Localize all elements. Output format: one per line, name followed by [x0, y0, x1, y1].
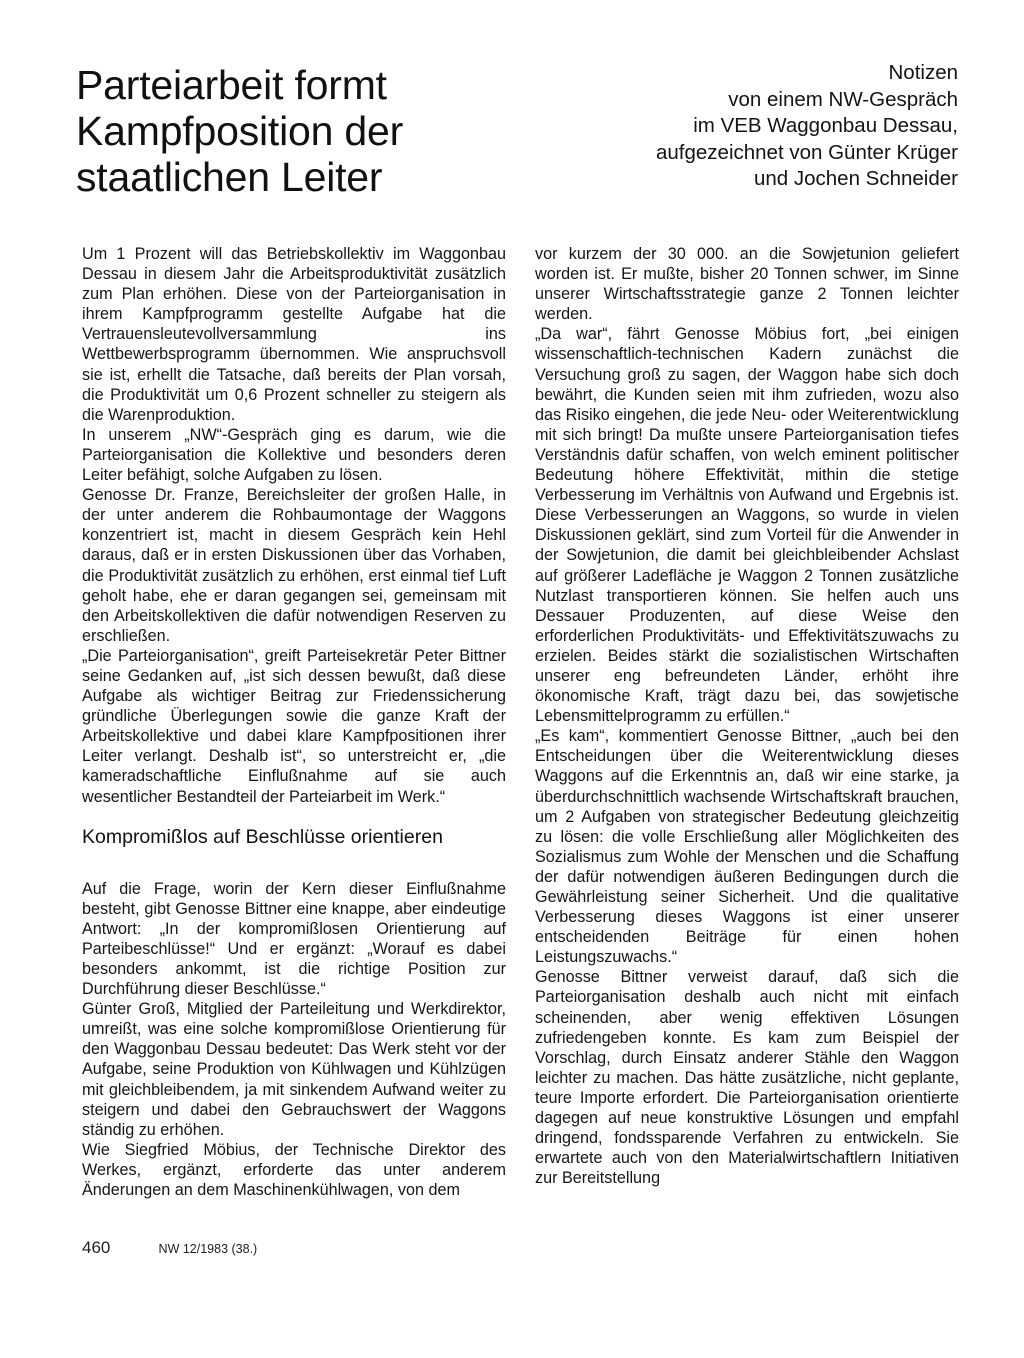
- body-paragraph: Auf die Frage, worin der Kern dieser Einflußnahme besteht, gibt Genosse Bittner eine knappe, aber eindeutige Antwort: „In der kompromißlosen Orientierung auf Parteibeschlüsse!“ Und er ergänzt: „Worauf es dabei besonders ankommt, ist die richtige Position zur Durchführung dieser Beschlüsse.“: [82, 879, 506, 999]
- right-column: [535, 244, 959, 1188]
- byline-line: aufgezeichnet von Günter Krüger: [656, 140, 958, 164]
- left-column: [82, 244, 506, 1200]
- article-headline: Parteiarbeit formt Kampfposition der staatlichen Leiter: [76, 62, 404, 200]
- byline-line: Notizen: [888, 61, 958, 84]
- byline-line: im VEB Waggonbau Dessau,: [693, 114, 958, 137]
- body-paragraph: Genosse Bittner verweist darauf, daß sich die Parteiorganisation deshalb auch nicht mit einfach scheinenden, aber wenig effektiven Lösungen zufriedengeben konnte. Es kam zum Beispiel der Vorschlag, durch Einsatz anderer Stähle den Waggon leichter zu machen. Das hätte zusätzliche, nicht geplante, teure Importe erfordert. Die Parteiorganisation orientierte dagegen auf neue konstruktive Lösungen und empfahl dringend, fondssparende Verfahren zu entwickeln. Sie erwartete auch von den Materialwirtschaftlern Initiativen zur Bereitstellung: [535, 968, 959, 1188]
- body-paragraph: Wie Siegfried Möbius, der Technische Direktor des Werkes, ergänzt, erforderte das unter anderem Änderungen an dem Maschinenkühlwagen, von dem: [82, 1140, 506, 1200]
- byline-line: und Jochen Schneider: [753, 167, 958, 190]
- section-subheading: Kompromißlos auf Beschlüsse orientieren: [82, 825, 443, 848]
- body-paragraph: „Es kam“, kommentiert Genosse Bittner, „auch bei den Entscheidungen über die Weiterentwicklung dieses Waggons auf die Erkenntnis an, daß wir eine starke, ja überdurchschnittlich wachsende Wirtschaftskraft brauchen, um 2 Aufgaben von strategischer Bedeutung gleichzeitig zu lösen: die volle Erschließung aller Möglichkeiten des Sozialismus zum Wohle der Menschen und die Schaffung der dafür notwendigen äußeren Bedingungen durch die Gewährleistung seiner Sicherheit. Und die qualitative Verbesserung dieses Waggons ist einer unserer entscheidenden Beiträge für einen hohen Leistungszuwachs.“: [535, 727, 959, 967]
- body-paragraph: Um 1 Prozent will das Betriebskollektiv im Waggonbau Dessau in diesem Jahr die Arbeitsproduktivität zusätzlich zum Plan erhöhen. Diese von der Parteiorganisation in ihrem Kampfprogramm gestellte Aufgabe hat die Vertrauensleutevollversammlung ins Wettbewerbsprogramm übernommen. Wie anspruchsvoll sie ist, erhellt die Tatsache, daß bereits der Plan vorsah, die Produktivität um 0,6 Prozent schneller zu steigern als die Warenproduktion.: [82, 245, 506, 424]
- body-paragraph: Günter Groß, Mitglied der Parteileitung und Werkdirektor, umreißt, was eine solche kompromißlose Orientierung für den Waggonbau Dessau bedeutet: Das Werk steht vor der Aufgabe, seine Produktion von Kühlwagen und Kühlzügen mit gleichbleibendem, ja mit sinkendem Aufwand weiter zu steigern und dabei den Gebrauchswert der Waggons ständig zu erhöhen.: [82, 1000, 506, 1139]
- body-paragraph: „Die Parteiorganisation“, greift Parteisekretär Peter Bittner seine Gedanken auf, „ist sich dessen bewußt, daß diese Aufgabe als wichtiger Beitrag zur Friedenssicherung gründliche Überlegungen sowie die ganze Kraft der Arbeitskollektive und dabei klare Kampfpositionen ihrer Leiter verlangt. Deshalb ist“, so unterstreicht er, „die kameradschaftliche Einflußnahme auf sie auch wesentlicher Bestandteil der Parteiarbeit im Werk.“: [82, 646, 506, 806]
- body-paragraph: In unserem „NW“-Gespräch ging es darum, wie die Parteiorganisation die Kollektive und besonders deren Leiter befähigt, solche Aufgaben zu lösen.: [82, 425, 506, 485]
- byline-line: von einem NW-Gespräch: [728, 87, 958, 111]
- body-paragraph: „Da war“, fährt Genosse Möbius fort, „bei einigen wissenschaftlich-technischen Kadern zunächst die Versuchung groß zu sagen, der Waggon habe sich doch bewährt, die Kunden seien mit ihm zufrieden, wozu also das Risiko eingehen, die jede Neu- oder Weiterentwicklung mit sich bringt! Da mußte unsere Parteiorganisation tiefes Verständnis dafür schaffen, von welch eminent politischer Bedeutung höhere Effektivität, mithin die stetige Verbesserung im Verhältnis von Aufwand und Ergebnis ist. Diese Verbesserungen an Waggons, so wurde in vielen Diskussionen geklärt, sind zum Vorteil für die Anwender in der Sowjetunion, die damit bei gleichbleibender Achslast auf größerer Ladefläche je Waggon 2 Tonnen zusätzliche Nutzlast transportieren können. Sie helfen auch uns Dessauer Produzenten, auf diese Weise den erforderlichen Produktivitäts- und Effektivitätszuwachs zu erzielen. Beides stärkt die sozialistischen Wirtschaften unserer eng befreundeten Länder, erhöht ihre ökonomische Kraft, trägt dazu bei, das sowjetische Lebensmittelprogramm zu erfüllen.“: [535, 325, 959, 726]
- article-byline: [538, 60, 958, 193]
- issue-reference: NW 12/1983 (38.): [158, 1242, 258, 1256]
- page-footer: [82, 1238, 257, 1258]
- body-paragraph: Genosse Dr. Franze, Bereichsleiter der großen Halle, in der unter anderem die Rohbaumontage der Waggons konzentriert ist, macht in diesem Gespräch kein Hehl daraus, daß er in ersten Diskussionen über das Vorhaben, die Produktivität zusätzlich zu erhöhen, erst einmal tief Luft geholt habe, ehe er daran gegangen sei, gemeinsam mit den Arbeitskollektiven die dafür notwendigen Reserven zu erschließen.: [82, 486, 506, 645]
- body-paragraph: vor kurzem der 30 000. an die Sowjetunion geliefert worden ist. Er mußte, bisher 20 Tonnen schwer, im Sinne unserer Wirtschaftsstrategie ganze 2 Tonnen leichter werden.: [535, 245, 959, 324]
- page-number: 460: [82, 1238, 111, 1257]
